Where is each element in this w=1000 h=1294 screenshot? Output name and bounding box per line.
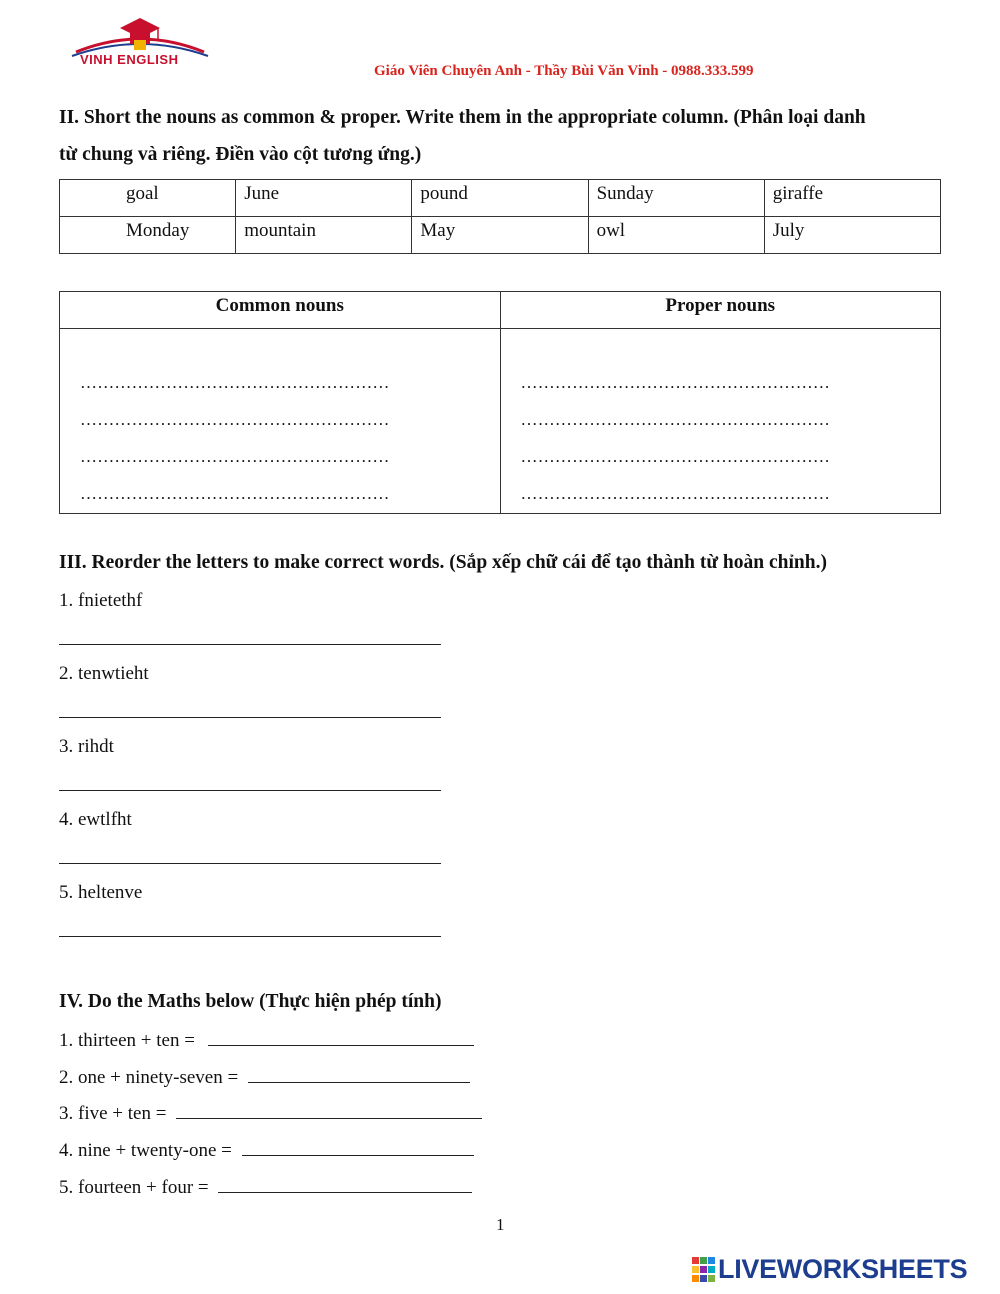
answer-line-4[interactable]	[59, 863, 441, 864]
answer-line-5[interactable]	[59, 936, 441, 937]
section-2-title-line2: từ chung và riêng. Điền vào cột tương ứng.)	[59, 144, 422, 165]
word-cell: pound	[412, 180, 588, 217]
answer-line-2[interactable]	[59, 717, 441, 718]
reorder-item-2: 2. tenwtieht	[59, 663, 149, 684]
word-cell: June	[236, 180, 412, 217]
math-question: 4. nine + twenty-one =	[59, 1140, 232, 1161]
word-cell: giraffe	[764, 180, 940, 217]
proper-nouns-header: Proper nouns	[500, 292, 941, 329]
dotted-line[interactable]: ………………………………………………	[520, 447, 831, 466]
common-nouns-answer-area[interactable]	[60, 329, 501, 514]
math-item-2	[59, 1066, 470, 1089]
vinh-english-logo	[70, 12, 210, 72]
math-item-3	[59, 1102, 482, 1125]
logo-text: VINH ENGLISH	[80, 52, 179, 67]
dotted-line[interactable]: ………………………………………………	[520, 373, 831, 392]
math-item-5	[59, 1176, 472, 1199]
reorder-item-5: 5. heltenve	[59, 882, 143, 903]
liveworksheets-brand: LIVEWORKSHEETS	[718, 1254, 968, 1284]
math-question: 3. five + ten =	[59, 1103, 167, 1124]
math-answer-blank[interactable]	[176, 1102, 482, 1119]
reorder-item-1: 1. fnietethf	[59, 590, 143, 611]
math-answer-blank[interactable]	[218, 1176, 472, 1193]
proper-nouns-answer-area[interactable]	[500, 329, 941, 514]
liveworksheets-logo	[692, 1253, 992, 1285]
math-item-4	[59, 1139, 474, 1162]
reorder-item-4: 4. ewtlfht	[59, 809, 132, 830]
reorder-item-3: 3. rihdt	[59, 736, 114, 757]
word-cell: Monday	[60, 217, 236, 254]
math-answer-blank[interactable]	[242, 1139, 474, 1156]
answer-line-1[interactable]	[59, 644, 441, 645]
table-row	[60, 180, 941, 217]
word-cell: owl	[588, 217, 764, 254]
dotted-line[interactable]: ………………………………………………	[520, 484, 831, 503]
math-question: 5. fourteen + four =	[59, 1177, 209, 1198]
math-item-1	[59, 1029, 474, 1052]
dotted-line[interactable]: ………………………………………………	[80, 410, 390, 429]
math-answer-blank[interactable]	[248, 1066, 470, 1083]
dotted-line[interactable]: ………………………………………………	[520, 410, 831, 429]
word-cell: mountain	[236, 217, 412, 254]
answer-line-3[interactable]	[59, 790, 441, 791]
dotted-line[interactable]: ………………………………………………	[80, 484, 390, 503]
common-nouns-header: Common nouns	[60, 292, 501, 329]
word-cell: Sunday	[588, 180, 764, 217]
section-2-title-line1: II. Short the nouns as common & proper. Write them in the appropriate column. (Phân loại danh	[59, 107, 866, 128]
word-cell: May	[412, 217, 588, 254]
math-question: 2. one + ninety-seven =	[59, 1067, 239, 1088]
dotted-line[interactable]: ………………………………………………	[80, 447, 390, 466]
dotted-line[interactable]: ………………………………………………	[80, 373, 390, 392]
math-answer-blank[interactable]	[208, 1029, 474, 1046]
page-number: 1	[496, 1215, 505, 1234]
section-4-title: IV. Do the Maths below (Thực hiện phép tính)	[59, 991, 442, 1012]
word-bank-table	[59, 179, 941, 254]
table-row	[60, 217, 941, 254]
word-cell: goal	[60, 180, 236, 217]
liveworksheets-icon	[692, 1257, 716, 1283]
math-question: 1. thirteen + ten =	[59, 1030, 195, 1051]
noun-sort-table	[59, 291, 941, 514]
teacher-info: Giáo Viên Chuyên Anh - Thầy Bùi Văn Vinh - 0988.333.599	[374, 63, 754, 79]
word-cell: July	[764, 217, 940, 254]
section-3-title: III. Reorder the letters to make correct words. (Sắp xếp chữ cái để tạo thành từ hoàn chỉnh.)	[59, 552, 827, 573]
